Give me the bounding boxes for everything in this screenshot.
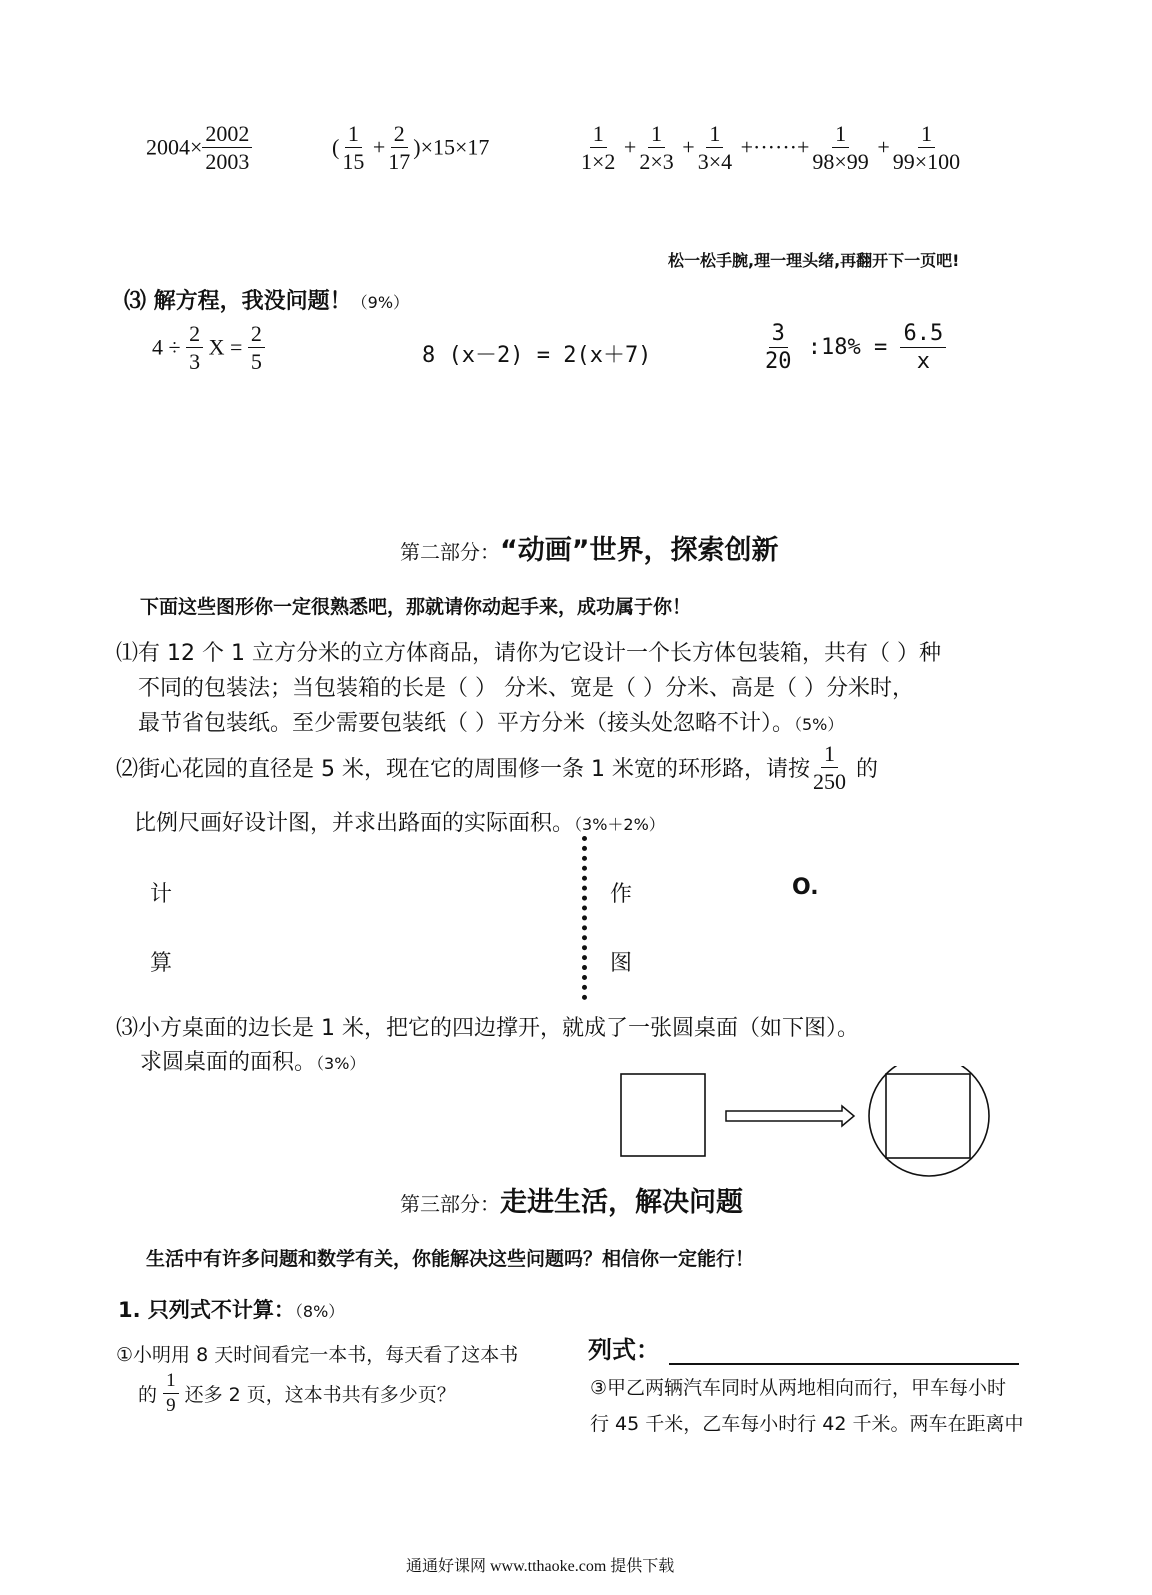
fraction: $\frac{2}{17}$	[388, 121, 411, 175]
list-formula-row: 列式：	[588, 1330, 1019, 1365]
fraction: $\frac{1}{2\times 3}$	[639, 121, 674, 175]
double-arrow-icon	[726, 1106, 854, 1126]
problem-3	[590, 1370, 1024, 1442]
round-table-circle	[869, 1066, 989, 1176]
equation-3: $\frac{3}{20}$ :18% = $\frac{6.5}{x}$	[762, 322, 946, 373]
problem-1	[116, 1340, 518, 1416]
problem-3-line-2: 行 45 千米，乙车每小时行 42 千米。两车在距离中	[590, 1413, 1024, 1435]
calc-area-label-1: 计	[150, 882, 173, 907]
center-point-mark: O.	[792, 875, 819, 900]
fraction: $\frac{1}{3\times 4}$	[697, 121, 733, 175]
fraction: $\frac{1}{9}$	[163, 1371, 179, 1416]
calc-expression-3: $\frac{1}{1\times 2}$ + $\frac{1}{2\times 3}$ + $\frac{1}{3\times 4}$ +······+ $\frac{1}{98\times 99}$ + $\frac{1}{99\times 100}$	[578, 122, 963, 173]
equation-1: 4 ÷ $\frac{2}{3}$ X = $\frac{2}{5}$	[152, 322, 265, 373]
part2-q2-line-1: ⑵街心花园的直径是 5 米，现在它的周围修一条 1 米宽的环形路，请按 $\frac{1}{250}$ 的	[116, 741, 878, 795]
times-sign: ×	[190, 134, 203, 160]
table-transform-figure	[618, 1066, 998, 1178]
q3-line-2: 求圆桌面的面积。（3%）	[140, 1050, 366, 1075]
calc-expression-1	[146, 122, 252, 173]
fraction: $\frac{1}{98\times 99}$	[812, 121, 869, 175]
fraction: $\frac{2002}{2003}$	[202, 122, 252, 173]
page-footer: 通通好课网 www.tthaoke.com 提供下载	[406, 1558, 675, 1575]
problem-3-line-1: ③甲乙两辆汽车同时从两地相向而行，甲车每小时	[590, 1377, 1007, 1399]
fraction: $\frac{1}{1\times 2}$	[581, 121, 616, 175]
part2-intro: 下面这些图形你一定很熟悉吧，那就请你动起手来，成功属于你！	[140, 596, 692, 618]
part2-q1	[116, 636, 941, 742]
square-table-shape	[621, 1074, 705, 1156]
q3-line-1: ⑶小方桌面的边长是 1 米，把它的四边撑开，就成了一张圆桌面（如下图）。	[116, 1016, 859, 1041]
equation-2: 8 (x－2) = 2(x＋7)	[422, 343, 652, 368]
fraction: $\frac{2}{5}$	[248, 322, 265, 373]
part3-heading: 第三部分：走进生活，解决问题	[400, 1187, 743, 1218]
fraction: $\frac{1}{15}$	[342, 121, 365, 175]
problem-1-line-2: 的 $\frac{1}{9}$ 还多 2 页，这本书共有多少页？	[138, 1370, 456, 1416]
calc-number: 2004	[146, 134, 190, 160]
relax-note: 松一松手腕,理一理头绪,再翻开下一页吧!	[668, 251, 960, 270]
dotted-divider	[582, 836, 587, 1000]
part3-sub1-header: 1. 只列式不计算：（8%）	[118, 1298, 345, 1322]
fraction: $\frac{3}{20}$	[765, 321, 792, 375]
part3-intro: 生活中有许多问题和数学有关，你能解决这些问题吗？相信你一定能行！	[146, 1248, 755, 1270]
draw-area-label-1: 作	[610, 882, 633, 907]
q1-line-1: ⑴有 12 个 1 立方分米的立方体商品，请你为它设计一个长方体包装箱，共有（ ）种	[116, 641, 941, 666]
answer-line[interactable]	[669, 1363, 1019, 1365]
calc-expression-2: ( $\frac{1}{15}$ + $\frac{2}{17}$ )×15×17	[332, 121, 490, 175]
equations-header: ⑶ 解方程，我没问题！（9%）	[124, 289, 410, 314]
fraction: $\frac{1}{99\times 100}$	[892, 121, 961, 175]
problem-1-line-1: ①小明用 8 天时间看完一本书，每天看了这本书	[116, 1344, 519, 1366]
part2-heading: 第二部分：“动画”世界，探索创新	[400, 535, 779, 566]
fraction: $\frac{6.5}{x}$	[900, 322, 946, 373]
calc-area-label-2: 算	[150, 951, 173, 976]
fraction: $\frac{2}{3}$	[186, 322, 203, 373]
q1-line-3: 最节省包装纸。至少需要包装纸（ ）平方分米（接头处忽略不计）。（5%）	[138, 711, 844, 736]
draw-area-label-2: 图	[610, 951, 633, 976]
scale-fraction: $\frac{1}{250}$	[812, 741, 846, 795]
part2-q2-line-2: 比例尺画好设计图，并求出路面的实际面积。（3%＋2%）	[134, 811, 665, 836]
q1-line-2: 不同的包装法；当包装箱的长是（ ） 分米、宽是（ ）分米、高是（ ）分米时，	[138, 676, 914, 701]
inscribed-square	[886, 1074, 970, 1158]
